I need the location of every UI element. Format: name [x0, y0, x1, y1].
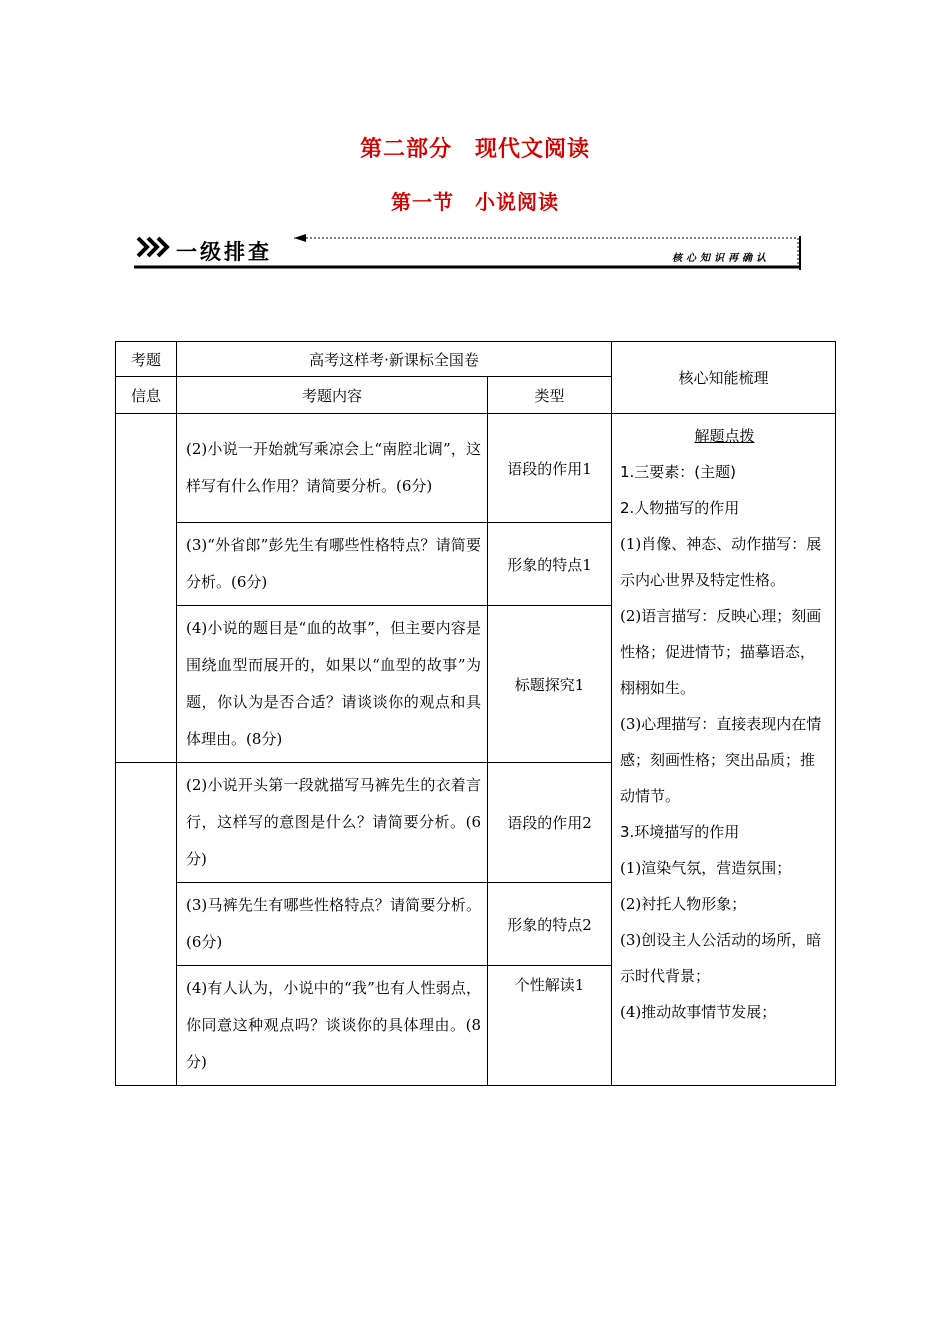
type-cell: 标题探究1	[488, 606, 612, 763]
knowledge-line: 1.三要素：(主题)	[620, 463, 737, 481]
type-cell: 形象的特点2	[488, 883, 612, 966]
question-cell: (2)小说开头第一段就描写马裤先生的衣着言行，这样写的意图是什么？请简要分析。(6分)	[177, 763, 488, 883]
table-row	[116, 414, 836, 523]
header-info-top: 考题	[116, 342, 177, 377]
knowledge-line: 2.人物描写的作用	[620, 499, 740, 517]
question-cell: (2)小说一开始就写乘凉会上“南腔北调”，这样写有什么作用？请简要分析。(6分)	[177, 414, 488, 523]
header-content: 考题内容	[177, 377, 488, 414]
part-title: 第二部分 现代文阅读	[359, 137, 590, 162]
info-cell-2	[116, 763, 177, 1086]
knowledge-line: (4)推动故事情节发展；	[620, 1003, 777, 1021]
info-cell-1	[116, 414, 177, 763]
knowledge-line: (1)肖像、神态、动作描写：展示内心世界及特定性格。	[620, 535, 822, 589]
knowledge-cell	[612, 414, 836, 1086]
knowledge-line: (3)创设主人公活动的场所，暗示时代背景；	[620, 931, 822, 985]
type-cell: 形象的特点1	[488, 523, 612, 606]
question-cell: (4)小说的题目是“血的故事”，但主要内容是围绕血型而展开的，如果以“血型的故事”为题，你认为是否合适？请谈谈你的观点和具体理由。(8分)	[177, 606, 488, 763]
type-cell: 语段的作用1	[488, 414, 612, 523]
header-type: 类型	[488, 377, 612, 414]
banner-tag: 核心知识再确认	[672, 253, 770, 264]
question-cell: (3)马裤先生有哪些性格特点？请简要分析。(6分)	[177, 883, 488, 966]
double-chevron-icon	[138, 238, 167, 256]
question-cell: (4)有人认为，小说中的“我”也有人性弱点，你同意这种观点吗？谈谈你的具体理由。(8分)	[177, 966, 488, 1086]
type-cell: 个性解读1	[488, 966, 612, 1086]
section-title: 第一节 小说阅读	[391, 190, 559, 214]
knowledge-line: (2)衬托人物形象；	[620, 895, 747, 913]
knowledge-heading: 解题点拨	[694, 427, 755, 445]
banner-title: 一级排查	[176, 240, 272, 264]
header-knowledge: 核心知能梳理	[612, 342, 836, 414]
knowledge-line: (3)心理描写：直接表现内在情感；刻画性格；突出品质；推动情节。	[620, 715, 822, 805]
type-cell: 语段的作用2	[488, 763, 612, 883]
knowledge-line: (2)语言描写：反映心理；刻画性格；促进情节；描摹语态，栩栩如生。	[620, 607, 822, 697]
knowledge-line: 3.环境描写的作用	[620, 823, 740, 841]
knowledge-line: (1)渲染气氛，营造氛围；	[620, 859, 792, 877]
header-group: 高考这样考·新课标全国卷	[177, 342, 612, 377]
header-info-bottom: 信息	[116, 377, 177, 414]
question-cell: (3)“外省郎”彭先生有哪些性格特点？请简要分析。(6分)	[177, 523, 488, 606]
exam-table	[115, 341, 836, 1086]
